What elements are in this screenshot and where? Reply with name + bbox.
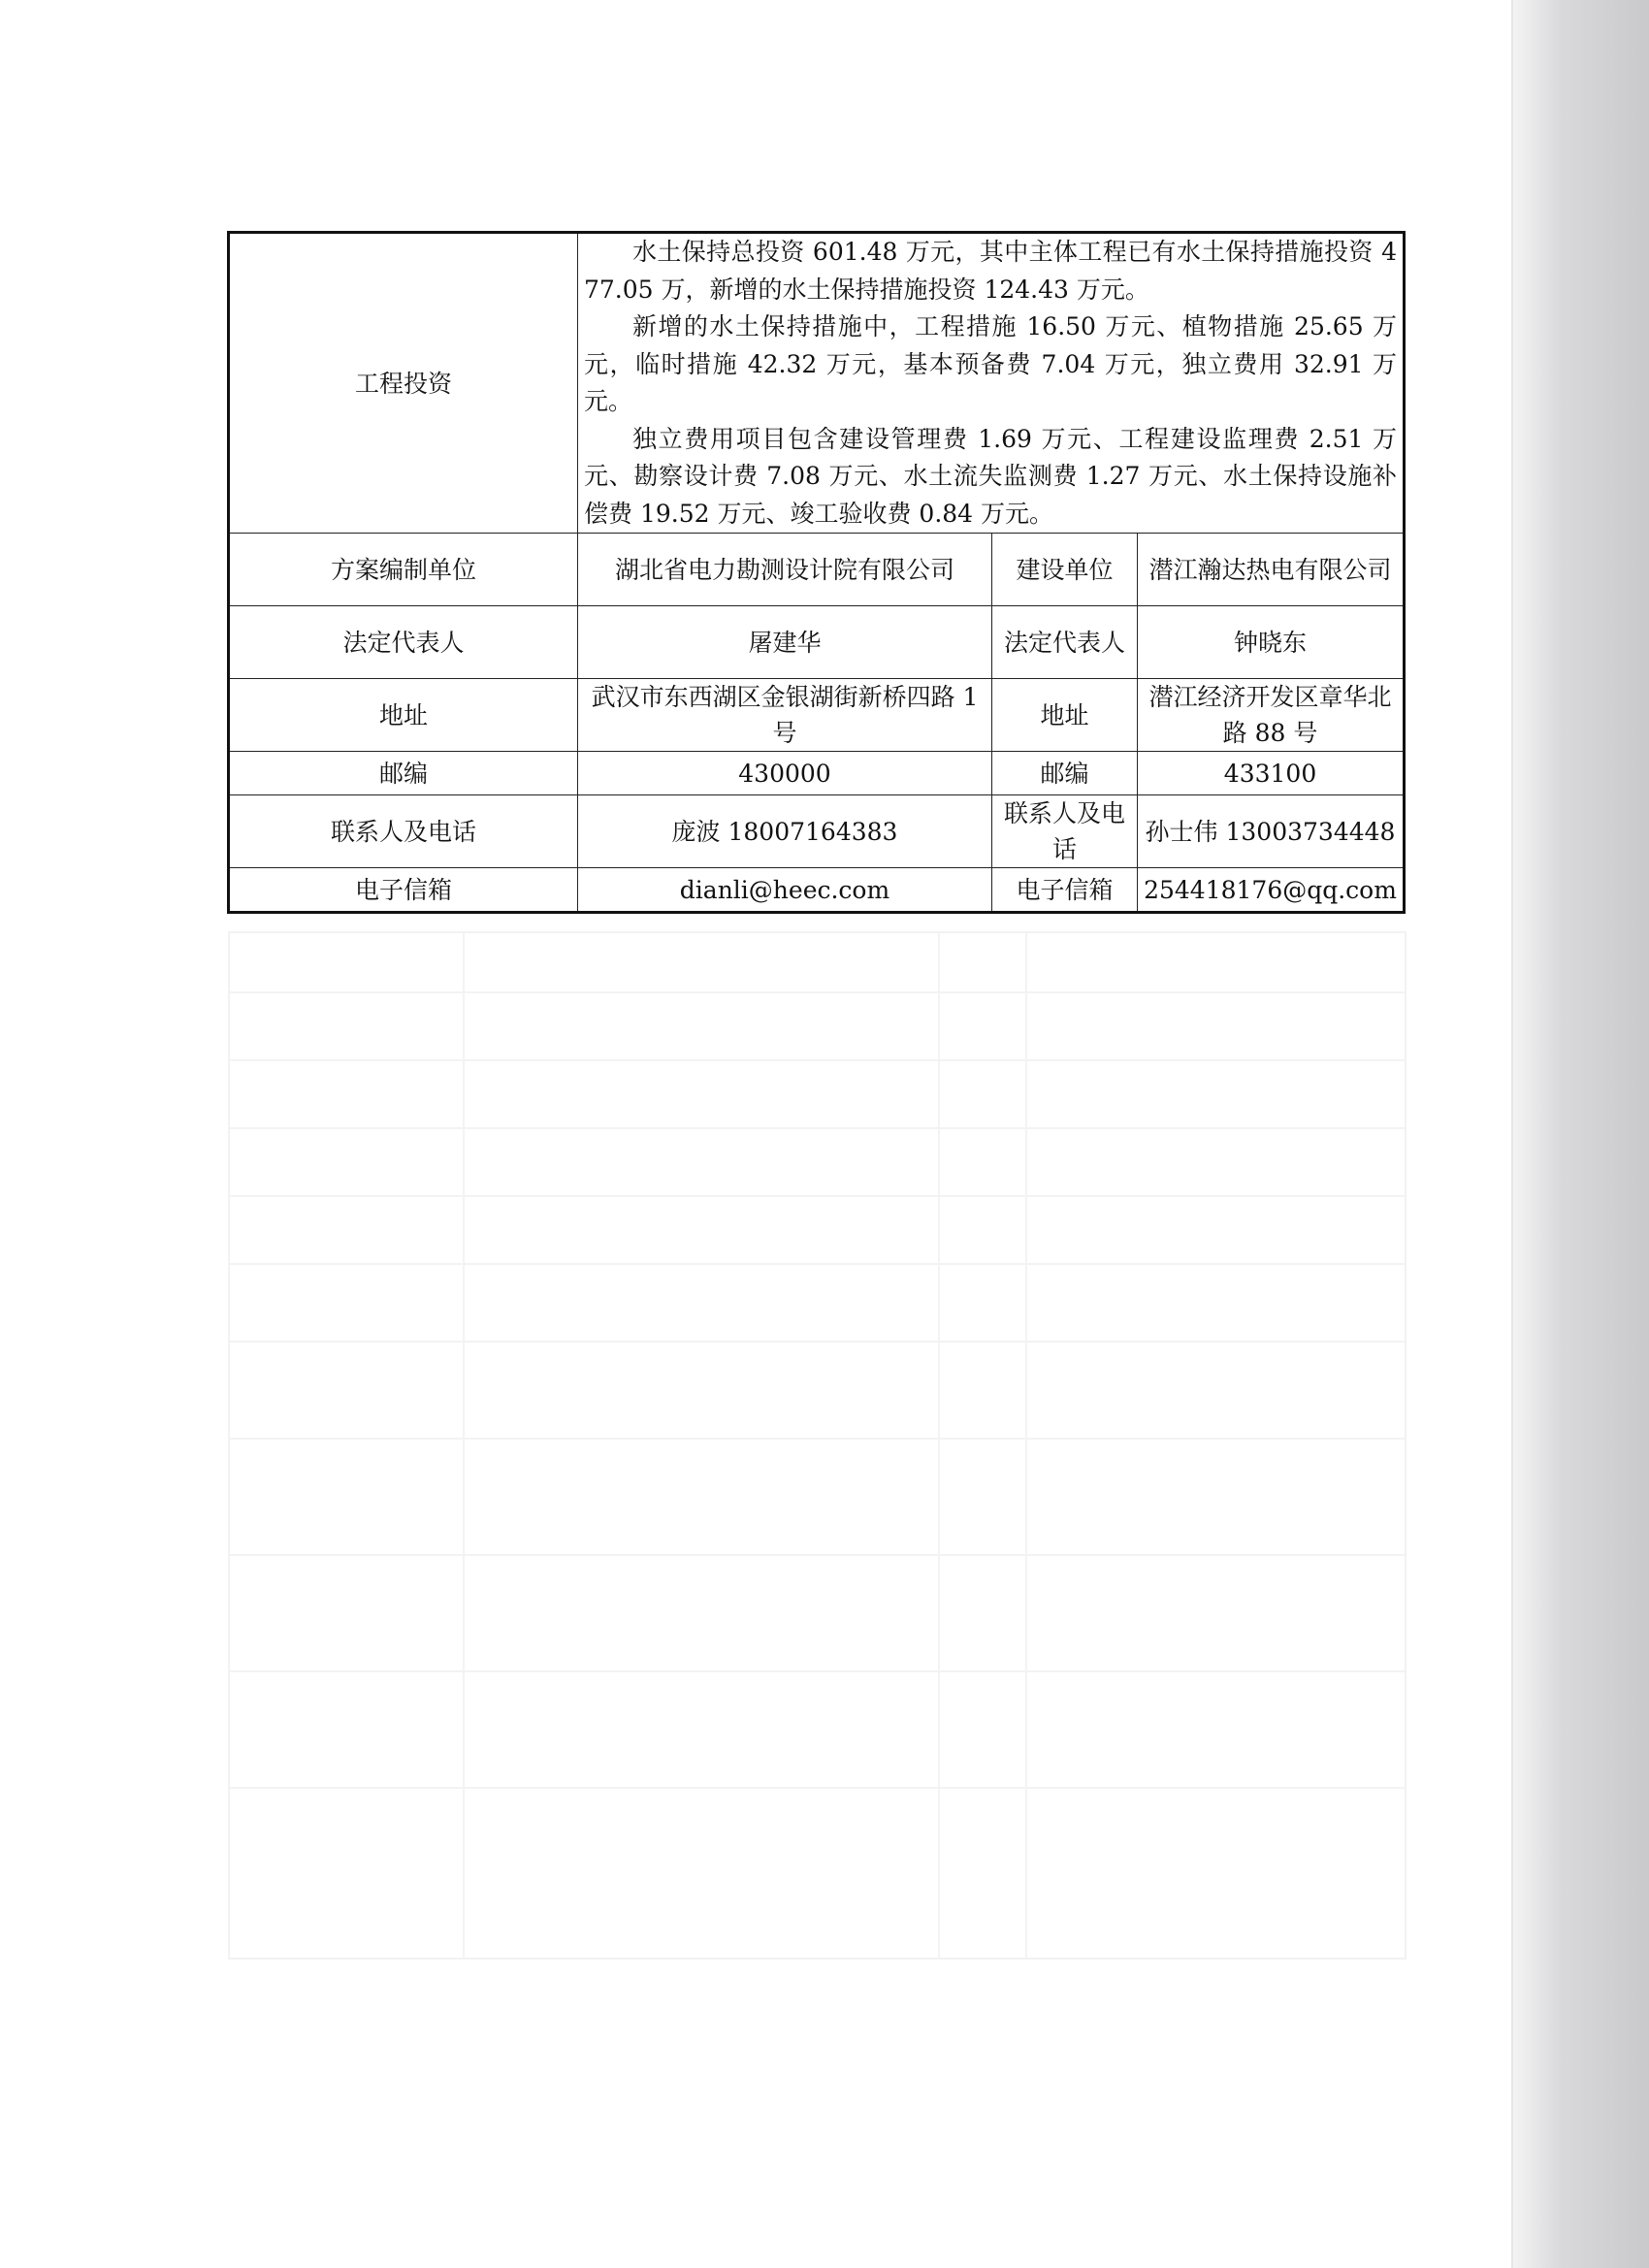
row-label: 联系人及电话 bbox=[229, 795, 578, 868]
row-value: 254418176@qq.com bbox=[1138, 868, 1405, 913]
row-value: dianli@heec.com bbox=[578, 868, 992, 913]
row-label: 方案编制单位 bbox=[229, 534, 578, 606]
row-label: 联系人及电话 bbox=[992, 795, 1138, 868]
row-label: 地址 bbox=[229, 679, 578, 752]
row-value: 433100 bbox=[1138, 752, 1405, 795]
investment-paragraph: 独立费用项目包含建设管理费 1.69 万元、工程建设监理费 2.51 万元、勘察设计费 7.08 万元、水土流失监测费 1.27 万元、水土保持设施补偿费 19.52 万元、竣工验收费 0.84 万元。 bbox=[584, 424, 1398, 528]
row-label: 法定代表人 bbox=[229, 606, 578, 679]
investment-paragraph: 新增的水土保持措施中，工程措施 16.50 万元、植物措施 25.65 万元，临时措施 42.32 万元，基本预备费 7.04 万元，独立费用 32.91 万元。 bbox=[584, 312, 1398, 415]
row-value: 潜江经济开发区章华北路 88 号 bbox=[1138, 679, 1405, 752]
row-label: 电子信箱 bbox=[992, 868, 1138, 913]
row-value: 湖北省电力勘测设计院有限公司 bbox=[578, 534, 992, 606]
table-row bbox=[229, 606, 1405, 679]
investment-paragraph: 水土保持总投资 601.48 万元，其中主体工程已有水土保持措施投资 477.05 万，新增的水土保持措施投资 124.43 万元。 bbox=[584, 238, 1398, 304]
row-value: 屠建华 bbox=[578, 606, 992, 679]
table-row bbox=[229, 752, 1405, 795]
row-value: 潜江瀚达热电有限公司 bbox=[1138, 534, 1405, 606]
table-row bbox=[229, 795, 1405, 868]
row-value: 钟晓东 bbox=[1138, 606, 1405, 679]
bleed-through-table bbox=[228, 931, 1406, 1960]
table-row bbox=[229, 868, 1405, 913]
table-row bbox=[229, 534, 1405, 606]
row-label: 邮编 bbox=[229, 752, 578, 795]
row-value: 庞波 18007164383 bbox=[578, 795, 992, 868]
row-label: 电子信箱 bbox=[229, 868, 578, 913]
row-label: 地址 bbox=[992, 679, 1138, 752]
project-info-table bbox=[227, 231, 1406, 914]
investment-details bbox=[578, 233, 1405, 534]
row-value: 430000 bbox=[578, 752, 992, 795]
investment-label: 工程投资 bbox=[229, 233, 578, 534]
investment-row bbox=[229, 233, 1405, 534]
row-label: 邮编 bbox=[992, 752, 1138, 795]
scan-shadow bbox=[1513, 0, 1649, 2268]
row-label: 法定代表人 bbox=[992, 606, 1138, 679]
row-value: 孙士伟 13003734448 bbox=[1138, 795, 1405, 868]
row-value: 武汉市东西湖区金银湖街新桥四路 1 号 bbox=[578, 679, 992, 752]
table-row bbox=[229, 679, 1405, 752]
row-label: 建设单位 bbox=[992, 534, 1138, 606]
